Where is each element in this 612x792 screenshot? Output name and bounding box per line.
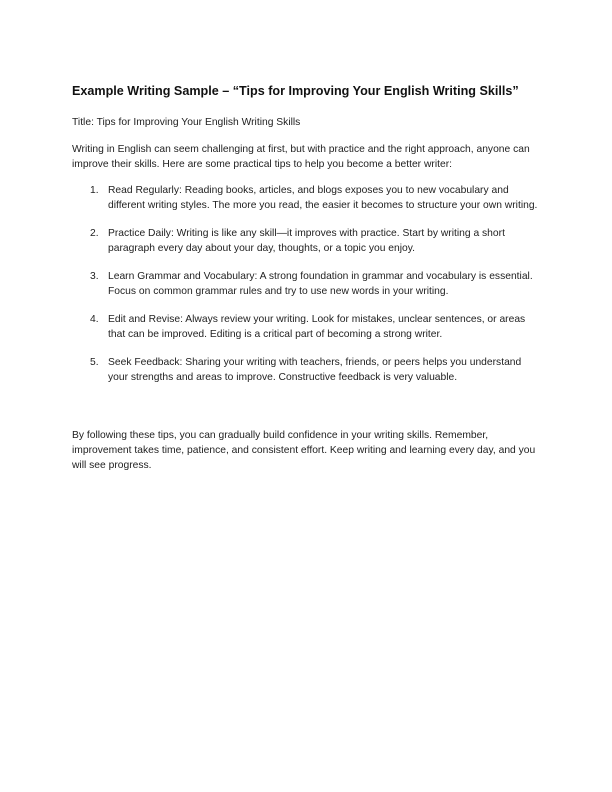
tip-item <box>72 269 542 299</box>
tip-item <box>72 312 542 342</box>
tip-text: Practice Daily: Writing is like any skill—it improves with practice. Start by writing a short paragraph every day about your day, thoughts, or a topic you enjoy. <box>108 227 505 255</box>
tip-number: 1. <box>90 185 99 196</box>
tip-item <box>72 183 542 213</box>
tip-item <box>72 355 542 385</box>
tip-text: Seek Feedback: Sharing your writing with teachers, friends, or peers helps you understand your strengths and areas to improve. Constructive feedback is very valuable. <box>108 356 522 383</box>
tip-item <box>72 226 542 256</box>
tips-list <box>72 183 542 398</box>
tip-number: 2. <box>90 227 99 239</box>
closing-paragraph: By following these tips, you can gradually build confidence in your writing skills. Remember, improvement takes time, patience, and consistent effort. Keep writing and learning every day, and you will see progress. <box>72 430 536 472</box>
tip-text: Read Regularly: Reading books, articles, and blogs exposes you to new vocabulary and different writing styles. The more you read, the easier it becomes to structure your own writing. <box>108 185 538 212</box>
tip-number: 4. <box>90 313 99 325</box>
document-heading: Example Writing Sample – “Tips for Improving Your English Writing Skills” <box>72 84 519 98</box>
title-line: Title: Tips for Improving Your English Writing Skills <box>72 117 301 128</box>
tip-number: 5. <box>90 356 99 368</box>
tip-text: Learn Grammar and Vocabulary: A strong foundation in grammar and vocabulary is essential. Focus on common grammar rules and try to use new words in your writing. <box>108 270 533 298</box>
intro-paragraph: Writing in English can seem challenging at first, but with practice and the right approach, anyone can improve their skills. Here are some practical tips to help you become a better writer: <box>72 144 530 171</box>
tip-text: Edit and Revise: Always review your writing. Look for mistakes, unclear sentences, or areas that can be improved. Editing is a critical part of becoming a strong writer. <box>108 313 526 340</box>
tip-number: 3. <box>90 270 99 282</box>
